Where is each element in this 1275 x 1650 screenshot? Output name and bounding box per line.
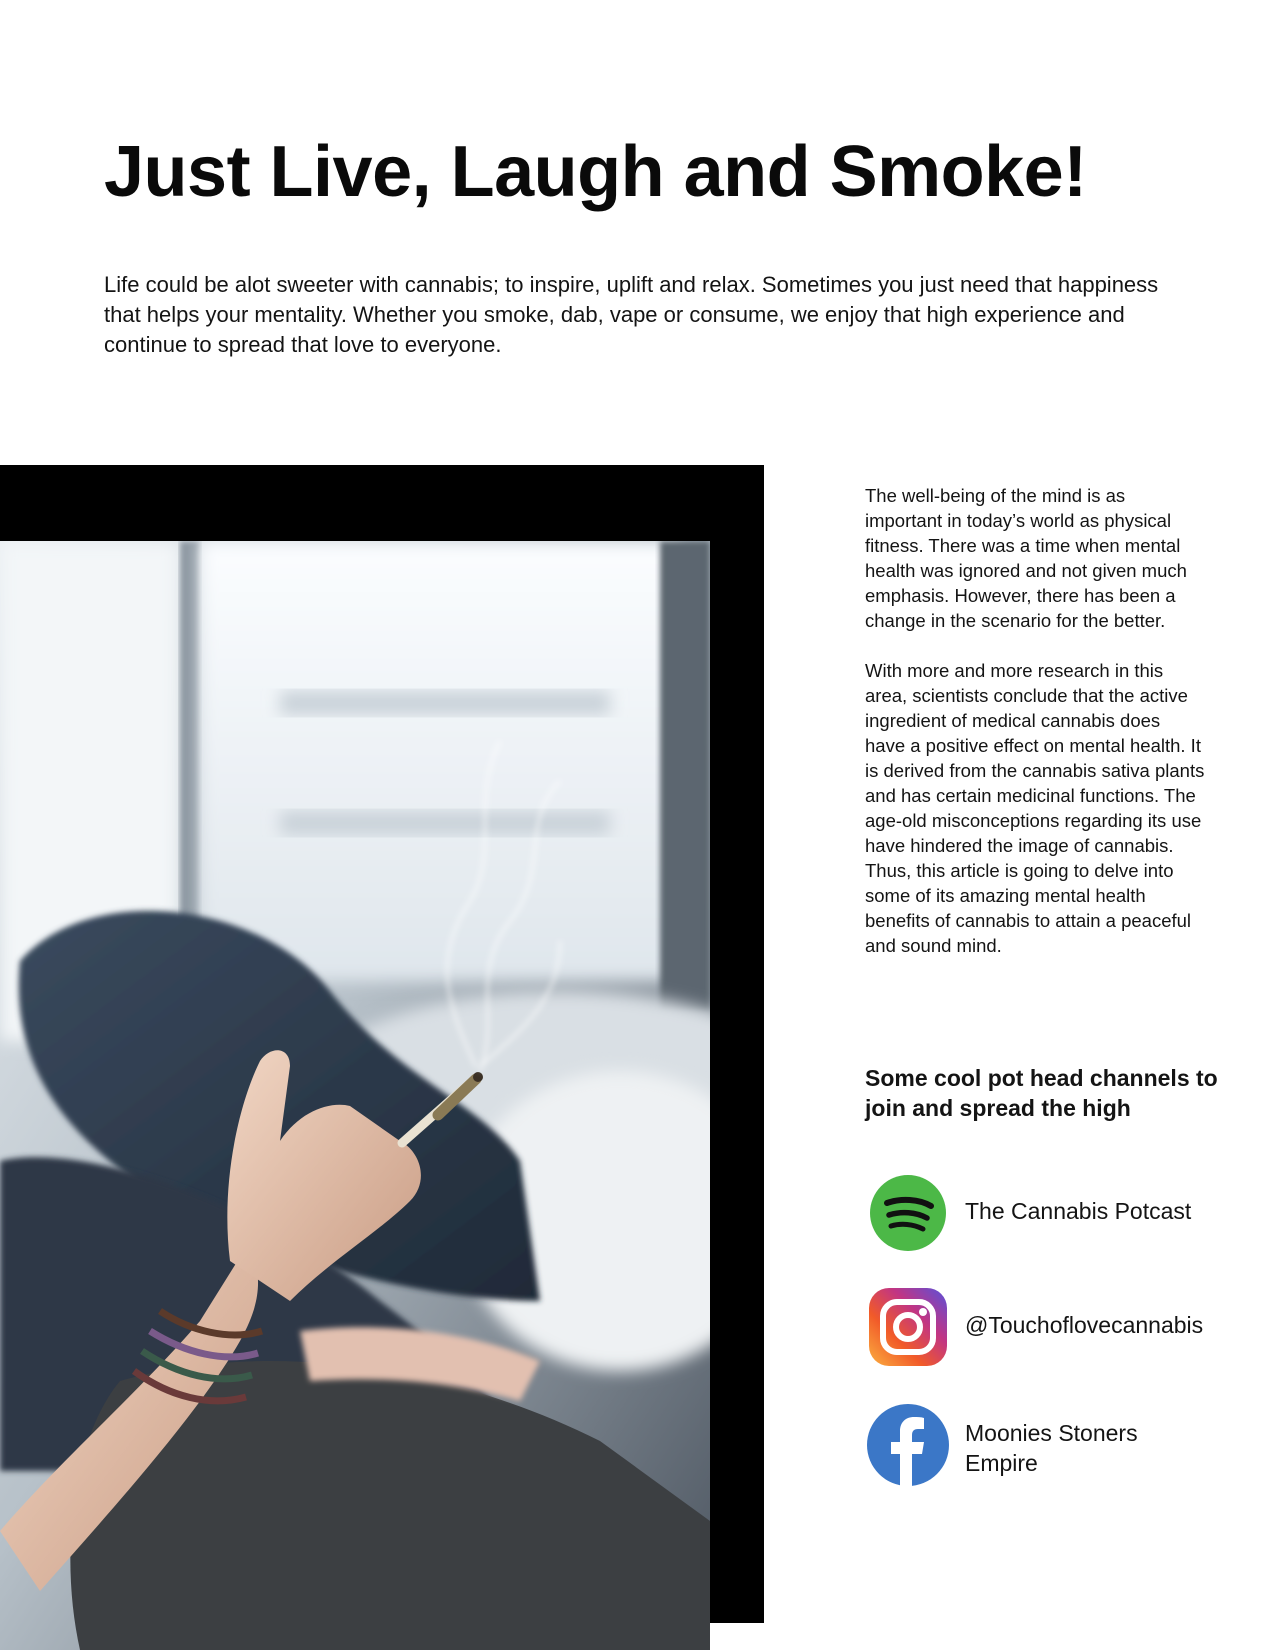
channel-instagram[interactable] <box>865 1284 1265 1374</box>
channel-spotify[interactable] <box>865 1170 1265 1260</box>
instagram-icon <box>865 1284 951 1370</box>
spotify-icon <box>865 1170 951 1256</box>
facebook-icon <box>865 1402 951 1488</box>
channel-facebook[interactable] <box>865 1402 1265 1492</box>
channels-heading: Some cool pot head channels to join and spread the high <box>865 1065 1218 1121</box>
page-title: Just Live, Laugh and Smoke! <box>104 132 1087 212</box>
article-column <box>865 483 1205 983</box>
channel-label[interactable]: @Touchoflovecannabis <box>965 1312 1204 1338</box>
article-paragraph-1: The well-being of the mind is as important in today’s world as physical fitness. There was a time when mental health was ignored and not given much emphasis. However, there has been a change in the scenario for the better. <box>865 485 1187 631</box>
channel-label[interactable]: The Cannabis Potcast <box>965 1198 1192 1224</box>
article-paragraph-2: With more and more research in this area, scientists conclude that the active ingredient of medical cannabis does have a positive effect on mental health. It is derived from the cannabis sativa plants and has certain medicinal functions. The age-old misconceptions regarding its use have hindered the image of cannabis. Thus, this article is going to delve into some of its amazing mental health benefits of cannabis to attain a peaceful and sound mind. <box>865 660 1205 956</box>
intro-paragraph: Life could be alot sweeter with cannabis; to inspire, uplift and relax. Sometimes you just need that happiness that helps your mentality. Whether you smoke, dab, vape or consume, we enjoy that high experience and continue to spread that love to everyone. <box>104 272 1159 357</box>
person-smoking-photo <box>0 541 710 1650</box>
photo <box>0 541 710 1650</box>
channel-label[interactable]: Moonies Stoners Empire <box>965 1420 1138 1476</box>
